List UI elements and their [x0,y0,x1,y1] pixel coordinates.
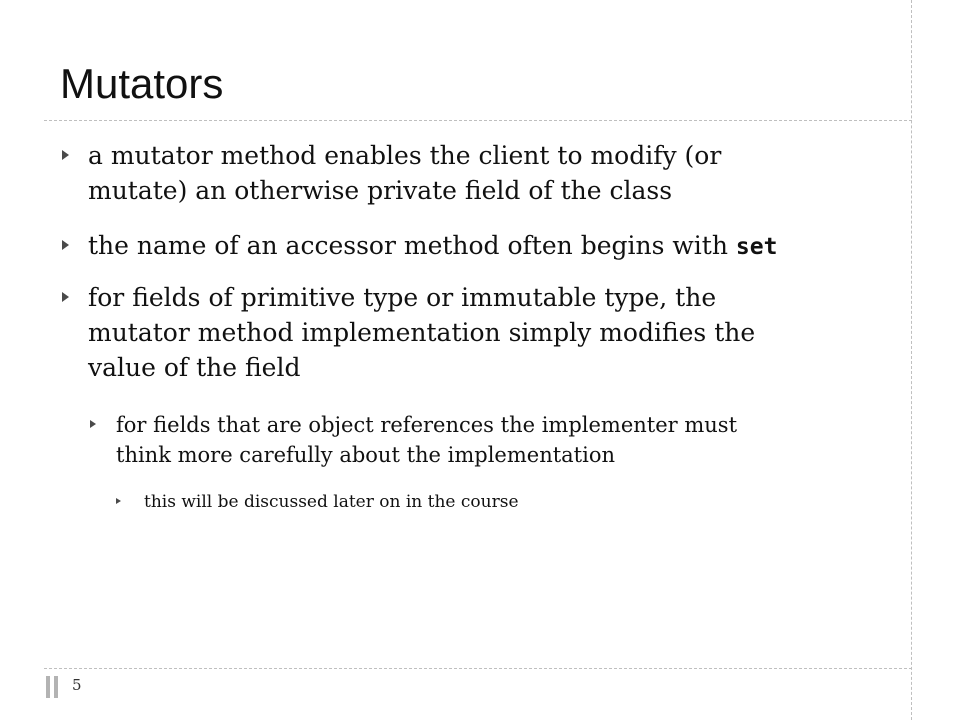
sub-sub-bullet-text: this will be discussed later on in the course [144,492,519,512]
triangle-bullet-icon [62,240,69,250]
bullet-3-line-2: mutator method implementation simply modifies the [88,318,756,347]
bullet-3-line-1: for fields of primitive type or immutable type, the [88,283,717,312]
bullet-2-line-1 [88,228,928,265]
code-keyword-set: set [735,234,778,260]
sub-bullet-line-2: think more carefully about the implementation [116,443,615,467]
bullet-2-text: the name of an accessor method often begins with [88,231,736,260]
triangle-bullet-icon [90,420,96,428]
triangle-bullet-icon [116,498,121,504]
bullet-1-line-1: a mutator method enables the client to modify (or [88,141,722,170]
bullet-1-line-2: mutate) an otherwise private field of the class [88,176,673,205]
slide-title: Mutators [60,60,224,107]
page-number: 5 [72,676,82,694]
footer-bars-icon [46,676,66,698]
triangle-bullet-icon [62,150,69,160]
triangle-bullet-icon [62,292,69,302]
title-divider [44,120,912,121]
sub-bullet-line-1: for fields that are object references the implementer must [116,413,738,437]
footer-divider [44,668,912,669]
bullet-3-line-3: value of the field [88,353,301,382]
